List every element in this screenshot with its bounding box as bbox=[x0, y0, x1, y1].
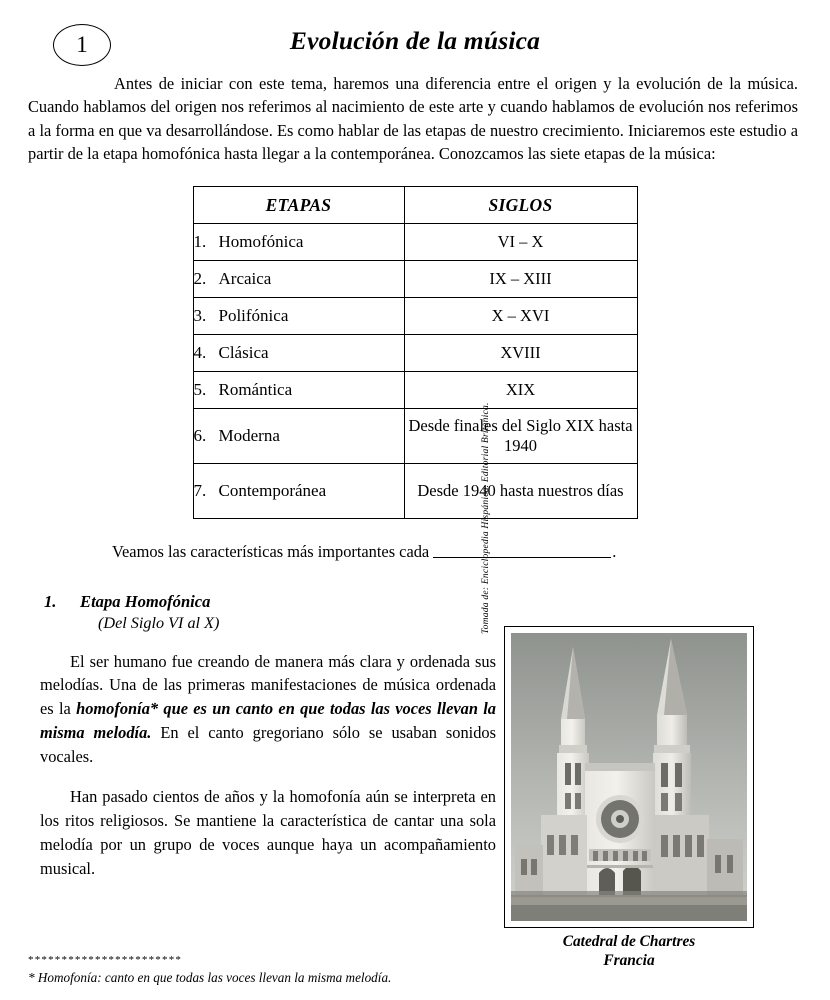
table-row bbox=[193, 298, 637, 335]
veamos-period: . bbox=[612, 542, 617, 562]
column-header-siglos: SIGLOS bbox=[404, 187, 637, 224]
etapas-table-wrapper bbox=[26, 186, 804, 519]
row-number: 1. bbox=[193, 232, 207, 252]
etapa-name: Polifónica bbox=[218, 306, 289, 326]
cell-siglos: Desde 1940 hasta nuestros días bbox=[404, 464, 637, 519]
veamos-line bbox=[112, 542, 804, 562]
table-row bbox=[193, 409, 637, 464]
cell-etapa bbox=[193, 335, 404, 372]
paragraph-2: Han pasado cientos de años y la homofonía aún se interpreta en los ritos religiosos. Se mantiene la característica de cantar una sola melodía por un grupo de voces aunque haya un acompañamiento musical. bbox=[40, 787, 496, 878]
section-number: 1. bbox=[44, 592, 57, 612]
row-number: 2. bbox=[193, 269, 207, 289]
etapa-name: Contemporánea bbox=[218, 481, 327, 501]
etapa-name: Moderna bbox=[218, 426, 280, 446]
footnote bbox=[28, 954, 548, 986]
cell-siglos: VI – X bbox=[404, 224, 637, 261]
chapter-number-text: 1 bbox=[76, 32, 88, 57]
cell-etapa bbox=[193, 298, 404, 335]
table-row bbox=[193, 464, 637, 519]
etapa-name: Clásica bbox=[218, 343, 269, 363]
paragraph-1-part-a: El ser humano fue creando de manera más clara y ordenada sus melodías. Una de las primeras manifestaciones de música ordenada es la bbox=[40, 651, 496, 719]
cell-siglos: IX – XIII bbox=[404, 261, 637, 298]
row-number: 6. bbox=[193, 426, 207, 446]
table-row bbox=[193, 224, 637, 261]
cell-siglos: X – XVI bbox=[404, 298, 637, 335]
cell-etapa bbox=[193, 409, 404, 464]
page-title: Evolución de la música bbox=[289, 26, 541, 55]
table-row bbox=[193, 335, 637, 372]
row-number: 4. bbox=[193, 343, 207, 363]
intro-paragraph: Antes de iniciar con este tema, haremos una diferencia entre el origen y la evolución de la música. Cuando hablamos del origen nos referimos al nacimiento de este arte y cuando hablamos de evolución nos referimos a la forma en que va desarrollándose. Es como hablar de las etapas de nuestro crecimiento. Iniciaremos este estudio a partir de la etapa homofónica hasta llegar a la contemporánea. Conozcamos las siete etapas de la música: bbox=[28, 74, 798, 163]
cell-siglos: Desde finales del Siglo XIX hasta 1940 bbox=[404, 409, 637, 464]
cathedral-photo bbox=[511, 633, 747, 921]
section-title: Etapa Homofónica bbox=[80, 592, 211, 612]
table-header-row bbox=[193, 187, 637, 224]
paragraph-1-emphasis: homofonía* que es un canto en que todas las voces llevan la misma melodía. bbox=[40, 699, 496, 742]
table-row bbox=[193, 261, 637, 298]
etapa-name: Arcaica bbox=[218, 269, 272, 289]
footnote-rule: *********************** bbox=[28, 954, 183, 967]
etapa-name: Homofónica bbox=[218, 232, 304, 252]
table-row bbox=[193, 372, 637, 409]
cell-siglos: XVIII bbox=[404, 335, 637, 372]
cell-etapa bbox=[193, 224, 404, 261]
cell-etapa bbox=[193, 372, 404, 409]
page-header bbox=[26, 14, 804, 70]
etapas-table bbox=[193, 186, 638, 519]
row-number: 7. bbox=[193, 481, 207, 501]
column-header-etapas: ETAPAS bbox=[193, 187, 404, 224]
figure-caption-line2: Francia bbox=[603, 951, 655, 969]
section-subtitle: (Del Siglo VI al X) bbox=[98, 614, 220, 633]
row-number: 3. bbox=[193, 306, 207, 326]
text-column bbox=[26, 650, 496, 881]
figure-frame bbox=[504, 626, 754, 928]
fill-in-blank[interactable] bbox=[433, 544, 611, 558]
cell-etapa bbox=[193, 464, 404, 519]
paragraph-1 bbox=[40, 650, 496, 769]
row-number: 5. bbox=[193, 380, 207, 400]
footnote-text: * Homofonía: canto en que todas las voces llevan la misma melodía. bbox=[28, 970, 392, 985]
cell-etapa bbox=[193, 261, 404, 298]
section-heading bbox=[26, 592, 804, 612]
figure-credit: Tomada de: Enciclopedia Hispánica. Editorial Británica. bbox=[480, 402, 491, 634]
etapa-name: Romántica bbox=[218, 380, 293, 400]
paragraph-1-part-b: En el canto gregoriano sólo se usaban sonidos vocales. bbox=[40, 722, 496, 766]
figure-caption-line1: Catedral de Chartres bbox=[562, 932, 696, 950]
veamos-text: Veamos las características más importantes cada bbox=[112, 542, 430, 562]
cell-siglos: XIX bbox=[404, 372, 637, 409]
